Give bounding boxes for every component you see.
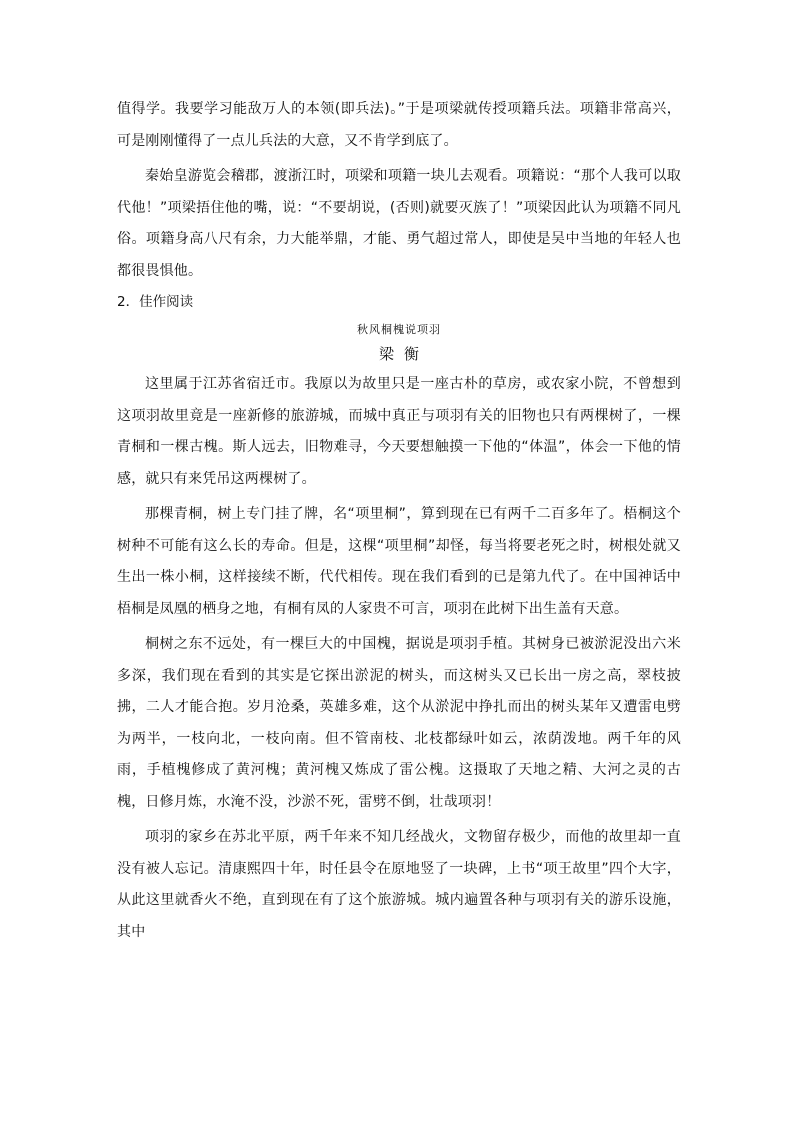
article-author: 梁衡 xyxy=(378,345,429,363)
article-paragraph-3: 桐树之东不远处，有一棵巨大的中国槐，据说是项羽手植。其树身已被淤泥没出六米多深，我们现在看到的其实是它探出淤泥的树头，而这树头又已长出一房之高，翠枝披拂，二人才能合抱。岁月沧桑，英雄多难，这个从淤泥中挣扎而出的树头某年又遭雷电劈为两半，一枝向北，一枝向南。但不管南枝、北枝都绿叶如云，浓荫泼地。两千年的风雨，手植槐修成了黄河槐；黄河槐又炼成了雷公槐。这摄取了天地之精、大河之灵的古槐，日修月炼，水淹不没，沙淤不死，雷劈不倒，壮哉项羽！ xyxy=(117,636,681,810)
article-paragraph-4: 项羽的家乡在苏北平原，两千年来不知几经战火，文物留存极少，而他的故里却一直没有被人忘记。清康熙四十年，时任县令在原地竖了一块碑，上书“项王故里”四个大字，从此这里就香火不绝，直到现在有了这个旅游城。城内遍置各种与项羽有关的游乐设施，其中 xyxy=(117,829,681,940)
section-heading: 2．佳作阅读 xyxy=(117,294,194,310)
article-paragraph-2: 那棵青桐，树上专门挂了牌，名“项里桐”，算到现在已有两千二百多年了。梧桐这个树种不可能有这么长的寿命。但是，这棵“项里桐”却怪，每当将要老死之时，树根处就又生出一株小桐，这样接续不断，代代相传。现在我们看到的已是第九代了。在中国神话中梧桐是凤凰的栖身之地，有桐有凤的人家贵不可言，项羽在此树下出生盖有天意。 xyxy=(117,506,681,617)
article-title: 秋风桐槐说项羽 xyxy=(357,323,441,336)
intro-paragraph-1: 值得学。我要学习能敌万人的本领(即兵法)。”于是项梁就传授项籍兵法。项籍非常高兴，可是刚刚懂得了一点儿兵法的大意，又不肯学到底了。 xyxy=(117,101,681,149)
intro-paragraph-2: 秦始皇游览会稽郡，渡浙江时，项梁和项籍一块儿去观看。项籍说：“那个人我可以取代他！”项梁捂住他的嘴，说：“不要胡说，(否则)就要灭族了！”项梁因此认为项籍不同凡俗。项籍身高八尺有余，力大能举鼎，才能、勇气超过常人，即使是吴中当地的年轻人也都很畏惧他。 xyxy=(117,168,681,279)
article-paragraph-1: 这里属于江苏省宿迁市。我原以为故里只是一座古朴的草房，或农家小院，不曾想到这项羽故里竟是一座新修的旅游城，而城中真正与项羽有关的旧物也只有两棵树了，一棵青桐和一棵古槐。斯人远去，旧物难寻，今天要想触摸一下他的“体温”，体会一下他的情感，就只有来凭吊这两棵树了。 xyxy=(117,376,681,487)
page-content xyxy=(117,94,681,948)
